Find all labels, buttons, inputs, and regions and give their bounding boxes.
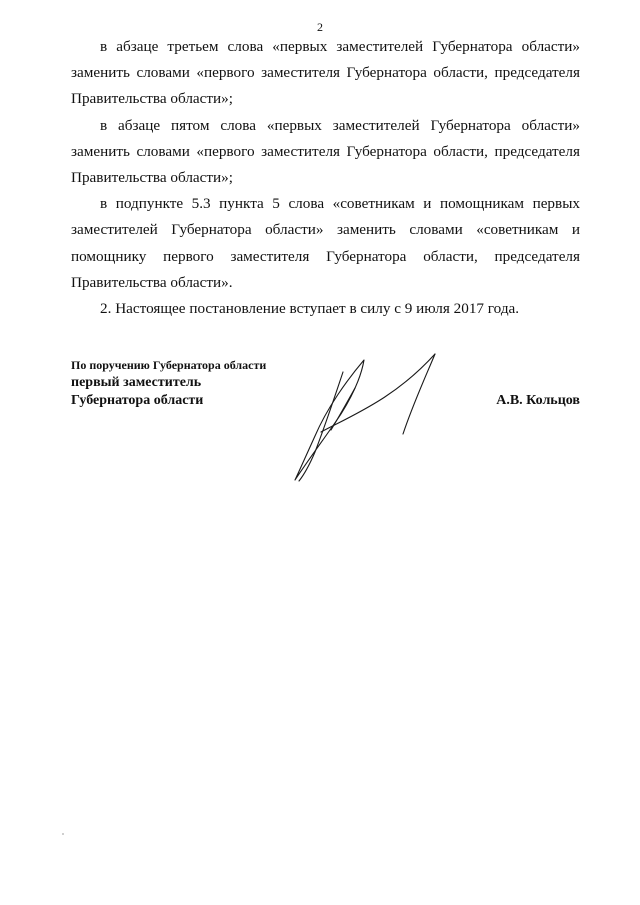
document-body: [71, 34, 580, 322]
signatory-position-line1: первый заместитель: [71, 375, 202, 390]
signatory-position-line2: Губернатора области: [71, 393, 204, 408]
scan-speck: [62, 833, 64, 835]
paragraph-amendment-abzac-3: в абзаце третьем слова «первых заместителей Губернатора области» заменить словами «первого заместителя Губернатора области, председателя Правительства области»;: [71, 38, 580, 108]
signatory-name: А.В. Кольцов: [496, 393, 580, 408]
paragraph-amendment-abzac-5: в абзаце пятом слова «первых заместителей Губернатора области» заменить словами «первого заместителя Губернатора области, председателя Правительства области»;: [71, 116, 580, 187]
signatory-authority: По поручению Губернатора области: [71, 358, 267, 372]
paragraph-amendment-subpoint-5-3: в подпункте 5.3 пункта 5 слова «советникам и помощникам первых заместителей Губернатора области» заменить словами «советникам и помощнику первого заместителя Губернатора области, председателя Правительства области».: [71, 195, 580, 291]
signatory-block: [71, 356, 266, 410]
paragraph-effective-date: 2. Настоящее постановление вступает в силу с 9 июля 2017 года.: [100, 300, 520, 318]
handwritten-signature: [285, 348, 450, 486]
page-number: 2: [317, 20, 323, 34]
